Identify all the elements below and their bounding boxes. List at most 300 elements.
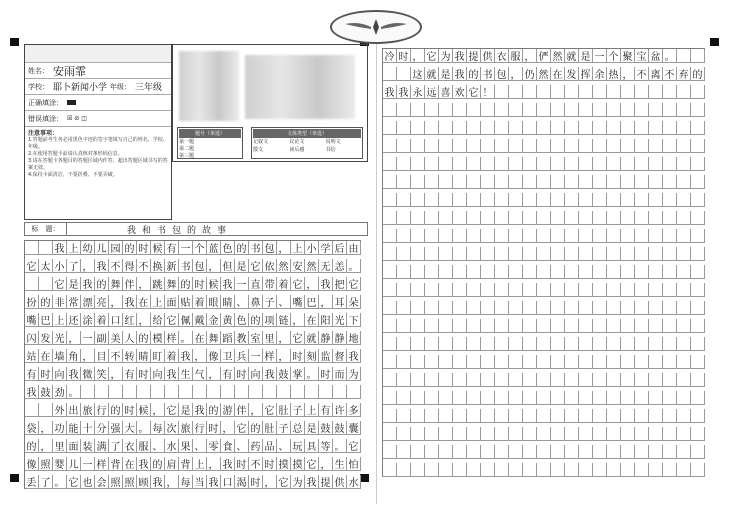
grid-cell: ，	[207, 259, 221, 273]
grid-cell	[495, 157, 509, 171]
grid-cell	[537, 175, 551, 189]
grid-cell	[663, 301, 677, 315]
grid-cell	[593, 229, 607, 243]
grid-cell: 副	[95, 331, 109, 345]
grid-cell	[397, 391, 411, 405]
grid-cell	[411, 121, 425, 135]
grid-cell: 恙	[333, 259, 347, 273]
grid-cell: 满	[95, 439, 109, 453]
grid-cell: 给	[151, 313, 165, 327]
grid-cell	[411, 463, 425, 477]
grid-cell	[565, 103, 579, 117]
grid-cell	[333, 385, 347, 399]
grid-cell	[663, 193, 677, 207]
grid-cell: 得	[123, 259, 137, 273]
grid-cell: 它	[165, 313, 179, 327]
grid-cell	[565, 157, 579, 171]
left-writing-grid	[24, 240, 361, 489]
grid-cell	[551, 85, 565, 99]
grid-cell	[621, 85, 635, 99]
grid-cell: 分	[95, 421, 109, 435]
grid-cell	[467, 445, 481, 459]
grid-cell: 为	[291, 475, 305, 489]
grid-cell	[593, 85, 607, 99]
grid-cell	[621, 211, 635, 225]
grid-cell	[537, 463, 551, 477]
grid-cell	[691, 445, 705, 459]
grid-cell: 气	[193, 367, 207, 381]
grid-cell	[383, 283, 397, 297]
grid-cell: 它	[235, 421, 249, 435]
grid-cell: 它	[291, 331, 305, 345]
grid-cell	[691, 265, 705, 279]
grid-cell	[607, 193, 621, 207]
wrong-fill-label: 错误填涂：	[28, 114, 63, 123]
grid-cell	[691, 337, 705, 351]
grid-cell	[593, 103, 607, 117]
grid-cell: 我	[193, 403, 207, 417]
grid-cell	[663, 265, 677, 279]
grid-cell	[397, 193, 411, 207]
grid-cell: 光	[333, 313, 347, 327]
grid-cell: 是	[579, 49, 593, 63]
grid-cell: 在	[193, 331, 207, 345]
grid-cell	[649, 427, 663, 441]
grid-cell: 教	[235, 331, 249, 345]
grid-cell: 服	[137, 439, 151, 453]
grid-cell	[593, 193, 607, 207]
grid-cell: 时	[291, 349, 305, 363]
grid-cell: 然	[537, 67, 551, 81]
grid-cell	[523, 409, 537, 423]
grid-cell	[425, 355, 439, 369]
grid-cell	[551, 229, 565, 243]
grid-cell	[453, 121, 467, 135]
grid-cell	[481, 229, 495, 243]
grid-cell: 样	[165, 331, 179, 345]
grid-cell: 有	[123, 367, 137, 381]
school-value: 耶卜新闻小学	[53, 83, 108, 93]
grid-cell: 色	[221, 241, 235, 255]
grid-cell: 的	[109, 403, 123, 417]
grid-cell: 的	[151, 457, 165, 471]
grid-cell	[677, 229, 691, 243]
grid-cell	[537, 409, 551, 423]
grid-cell: 水	[165, 439, 179, 453]
grid-cell: 了	[109, 439, 123, 453]
grid-cell: 掌	[291, 367, 305, 381]
grid-cell	[565, 409, 579, 423]
grid-cell	[495, 103, 509, 117]
grid-cell: 色	[235, 313, 249, 327]
grid-cell	[593, 355, 607, 369]
grid-cell: 伴	[123, 277, 137, 291]
grid-cell: 、	[151, 439, 165, 453]
grid-cell	[411, 157, 425, 171]
grid-cell	[397, 463, 411, 477]
grid-cell: 时	[235, 457, 249, 471]
grid-cell	[551, 157, 565, 171]
grid-cell	[397, 355, 411, 369]
grid-cell	[481, 355, 495, 369]
grid-cell: 像	[207, 349, 221, 363]
grid-cell	[691, 373, 705, 387]
grid-cell	[453, 139, 467, 153]
grid-cell	[467, 157, 481, 171]
grid-cell	[607, 301, 621, 315]
grid-cell	[551, 193, 565, 207]
grid-cell: 时	[397, 49, 411, 63]
grid-cell	[677, 49, 691, 63]
grid-cell	[411, 427, 425, 441]
grid-cell	[607, 463, 621, 477]
grid-cell	[319, 385, 333, 399]
grid-cell	[565, 301, 579, 315]
grid-cell	[607, 157, 621, 171]
grid-cell	[481, 211, 495, 225]
grid-cell: 包	[495, 67, 509, 81]
grid-cell	[621, 463, 635, 477]
grid-cell: 。	[137, 421, 151, 435]
grid-cell	[649, 283, 663, 297]
grid-cell	[467, 301, 481, 315]
grid-cell	[523, 355, 537, 369]
grid-cell	[411, 175, 425, 189]
grid-cell	[551, 211, 565, 225]
grid-cell	[663, 211, 677, 225]
grid-cell	[677, 193, 691, 207]
grid-cell: ，	[277, 349, 291, 363]
grid-cell: 小	[53, 259, 67, 273]
grid-cell: 欢	[453, 85, 467, 99]
correct-fill-row	[25, 95, 171, 111]
registration-mark	[10, 474, 19, 482]
grid-cell	[509, 319, 523, 333]
grid-cell	[481, 409, 495, 423]
grid-cell	[481, 337, 495, 351]
grid-cell: 它	[263, 403, 277, 417]
grid-cell	[397, 409, 411, 423]
grid-cell: 园	[109, 241, 123, 255]
grid-cell: 书	[249, 241, 263, 255]
grid-cell	[621, 157, 635, 171]
grid-cell	[397, 139, 411, 153]
grid-cell: ，	[263, 475, 277, 489]
grid-cell	[649, 391, 663, 405]
grid-cell: 下	[347, 313, 361, 327]
grid-cell	[383, 319, 397, 333]
grid-cell: 的	[207, 403, 221, 417]
grid-cell: 我	[95, 259, 109, 273]
grid-cell: ，	[81, 349, 95, 363]
grid-cell: 然	[305, 259, 319, 273]
grid-cell	[677, 427, 691, 441]
grid-cell	[621, 247, 635, 261]
grid-cell	[691, 427, 705, 441]
grid-cell	[439, 409, 453, 423]
grid-cell	[425, 463, 439, 477]
grid-cell	[425, 193, 439, 207]
grid-cell	[663, 391, 677, 405]
grid-cell: ，	[523, 49, 537, 63]
genre-option[interactable]: 记叙文	[253, 139, 269, 145]
grid-cell	[305, 385, 319, 399]
grid-cell: 的	[249, 421, 263, 435]
grid-cell	[537, 157, 551, 171]
grid-cell	[453, 463, 467, 477]
grid-cell	[509, 283, 523, 297]
grid-cell	[663, 355, 677, 369]
grid-cell	[649, 103, 663, 117]
grid-cell: ，	[39, 439, 53, 453]
grid-cell	[509, 247, 523, 261]
grid-cell	[635, 121, 649, 135]
school-label: 学校：	[28, 82, 49, 91]
grid-cell: 宝	[635, 49, 649, 63]
grid-cell	[593, 139, 607, 153]
grid-cell	[537, 355, 551, 369]
grid-cell	[607, 139, 621, 153]
grid-cell	[207, 385, 221, 399]
grid-cell: 目	[95, 349, 109, 363]
genre-option[interactable]: 读后感	[289, 147, 305, 153]
grid-cell	[635, 211, 649, 225]
grid-cell: 是	[67, 277, 81, 291]
grid-cell	[383, 265, 397, 279]
grid-cell	[649, 85, 663, 99]
grid-cell: 外	[53, 403, 67, 417]
grid-cell	[579, 103, 593, 117]
grid-cell	[481, 139, 495, 153]
grid-cell	[607, 355, 621, 369]
grid-cell: 药	[249, 439, 263, 453]
grid-cell	[677, 283, 691, 297]
grid-cell	[537, 103, 551, 117]
grid-cell	[411, 337, 425, 351]
grid-cell	[109, 385, 123, 399]
grid-cell: 直	[249, 277, 263, 291]
grid-cell: 背	[109, 457, 123, 471]
grid-cell: 等	[319, 439, 333, 453]
grid-cell: 我	[453, 49, 467, 63]
grid-cell	[635, 373, 649, 387]
grid-cell: 监	[319, 349, 333, 363]
grid-cell	[635, 193, 649, 207]
grid-cell	[137, 385, 151, 399]
grid-cell	[565, 193, 579, 207]
grid-cell	[607, 121, 621, 135]
grid-cell	[691, 121, 705, 135]
grid-cell	[649, 265, 663, 279]
grid-cell: 依	[263, 259, 277, 273]
grid-cell	[565, 463, 579, 477]
genre-option[interactable]: 议论文	[289, 139, 305, 145]
grid-cell	[39, 403, 53, 417]
grid-cell: 着	[277, 277, 291, 291]
grid-cell: 模	[151, 331, 165, 345]
grid-cell	[691, 139, 705, 153]
grid-cell	[411, 445, 425, 459]
wrong-fill-icons: ☒ ⊘ ◫	[67, 115, 87, 122]
grid-cell	[179, 385, 193, 399]
grid-cell	[593, 301, 607, 315]
grid-cell	[425, 157, 439, 171]
grid-cell: 小	[305, 241, 319, 255]
grid-cell	[467, 427, 481, 441]
grid-cell	[523, 445, 537, 459]
grid-cell	[649, 445, 663, 459]
grid-cell	[439, 247, 453, 261]
genre-option[interactable]: 书信	[325, 147, 336, 153]
grid-cell: 衣	[123, 439, 137, 453]
grid-cell	[453, 301, 467, 315]
grid-cell	[565, 445, 579, 459]
grid-cell: 口	[221, 475, 235, 489]
topic-option[interactable]: 第三题	[179, 153, 195, 159]
grid-cell	[607, 103, 621, 117]
grid-cell	[677, 211, 691, 225]
grid-cell: 微	[81, 367, 95, 381]
grid-cell	[397, 247, 411, 261]
grid-cell: 上	[291, 241, 305, 255]
grid-cell	[551, 139, 565, 153]
grid-cell: 我	[305, 475, 319, 489]
grid-cell: 囊	[347, 421, 361, 435]
grid-cell	[495, 229, 509, 243]
grid-cell	[649, 337, 663, 351]
grid-cell	[509, 463, 523, 477]
grid-cell	[635, 337, 649, 351]
correct-fill-label: 正确填涂：	[28, 98, 63, 107]
grid-cell: 换	[151, 259, 165, 273]
grid-cell	[495, 409, 509, 423]
grid-cell: 怕	[347, 457, 361, 471]
grid-cell	[663, 85, 677, 99]
grid-cell	[607, 85, 621, 99]
grid-cell	[509, 211, 523, 225]
grid-cell	[593, 265, 607, 279]
grid-cell: 上	[67, 241, 81, 255]
grid-cell: 的	[25, 439, 39, 453]
grid-cell: 睛	[221, 295, 235, 309]
grid-cell	[249, 385, 263, 399]
grid-cell	[383, 391, 397, 405]
grid-cell: 黄	[221, 313, 235, 327]
grid-cell	[397, 373, 411, 387]
topic-option[interactable]: 第一题	[179, 139, 195, 145]
grid-cell	[607, 175, 621, 189]
grid-cell: 我	[453, 67, 467, 81]
grid-cell: 嘴	[291, 295, 305, 309]
grid-cell	[691, 229, 705, 243]
grid-cell: 婴	[53, 457, 67, 471]
grid-cell: 蹈	[221, 331, 235, 345]
grid-cell: 能	[67, 421, 81, 435]
grid-cell	[81, 385, 95, 399]
grid-cell: 强	[109, 421, 123, 435]
grid-cell	[397, 337, 411, 351]
grid-cell: ，	[67, 331, 81, 345]
grid-cell: 儿	[67, 457, 81, 471]
name-row	[25, 63, 171, 79]
topic-select-box	[177, 127, 243, 159]
grade-value: 三年级	[135, 83, 163, 93]
grid-cell	[537, 85, 551, 99]
grid-cell: ！	[481, 85, 495, 99]
grid-cell	[621, 355, 635, 369]
grid-cell	[691, 49, 705, 63]
grid-cell	[481, 283, 495, 297]
grid-cell	[383, 247, 397, 261]
grid-cell	[663, 373, 677, 387]
genre-option[interactable]: 说明文	[325, 139, 341, 145]
title-label: 标 题：	[25, 223, 67, 235]
grid-cell: 。	[179, 331, 193, 345]
grid-cell	[383, 175, 397, 189]
grid-cell	[523, 373, 537, 387]
grid-cell: 在	[551, 67, 565, 81]
grid-cell: 不	[109, 259, 123, 273]
grid-cell	[621, 301, 635, 315]
topic-option[interactable]: 第二题	[179, 146, 195, 152]
grid-cell	[691, 409, 705, 423]
grid-cell: 有	[319, 403, 333, 417]
grid-cell	[537, 391, 551, 405]
grid-cell: 子	[263, 295, 277, 309]
grid-cell	[523, 283, 537, 297]
grid-cell	[383, 301, 397, 315]
registration-mark	[10, 38, 19, 46]
grid-cell	[537, 229, 551, 243]
grid-cell	[425, 265, 439, 279]
genre-option[interactable]: 散文	[253, 147, 264, 153]
grid-cell	[495, 427, 509, 441]
grid-cell	[411, 409, 425, 423]
grid-cell	[481, 319, 495, 333]
grid-cell: 是	[235, 259, 249, 273]
grid-cell	[691, 463, 705, 477]
grid-cell	[649, 301, 663, 315]
grid-cell: 热	[607, 67, 621, 81]
grid-cell: 像	[25, 457, 39, 471]
grid-cell: ，	[319, 457, 333, 471]
grid-cell	[635, 175, 649, 189]
grid-cell	[425, 229, 439, 243]
grid-cell: 有	[25, 367, 39, 381]
grid-cell: 口	[109, 313, 123, 327]
grid-cell	[439, 391, 453, 405]
grid-cell	[383, 211, 397, 225]
grid-cell	[537, 445, 551, 459]
grid-cell: 上	[193, 457, 207, 471]
grid-cell	[411, 373, 425, 387]
grid-cell	[495, 85, 509, 99]
grid-cell	[467, 139, 481, 153]
grid-cell: 供	[481, 49, 495, 63]
grid-cell	[523, 139, 537, 153]
grid-cell: 面	[165, 295, 179, 309]
grid-cell	[551, 337, 565, 351]
grid-cell: 鼓	[39, 385, 53, 399]
grid-cell	[523, 463, 537, 477]
grid-cell	[509, 175, 523, 189]
page-divider	[376, 44, 377, 504]
grid-cell	[607, 283, 621, 297]
grid-cell	[453, 427, 467, 441]
grid-cell	[677, 265, 691, 279]
grid-cell	[635, 427, 649, 441]
grid-cell: 零	[207, 439, 221, 453]
